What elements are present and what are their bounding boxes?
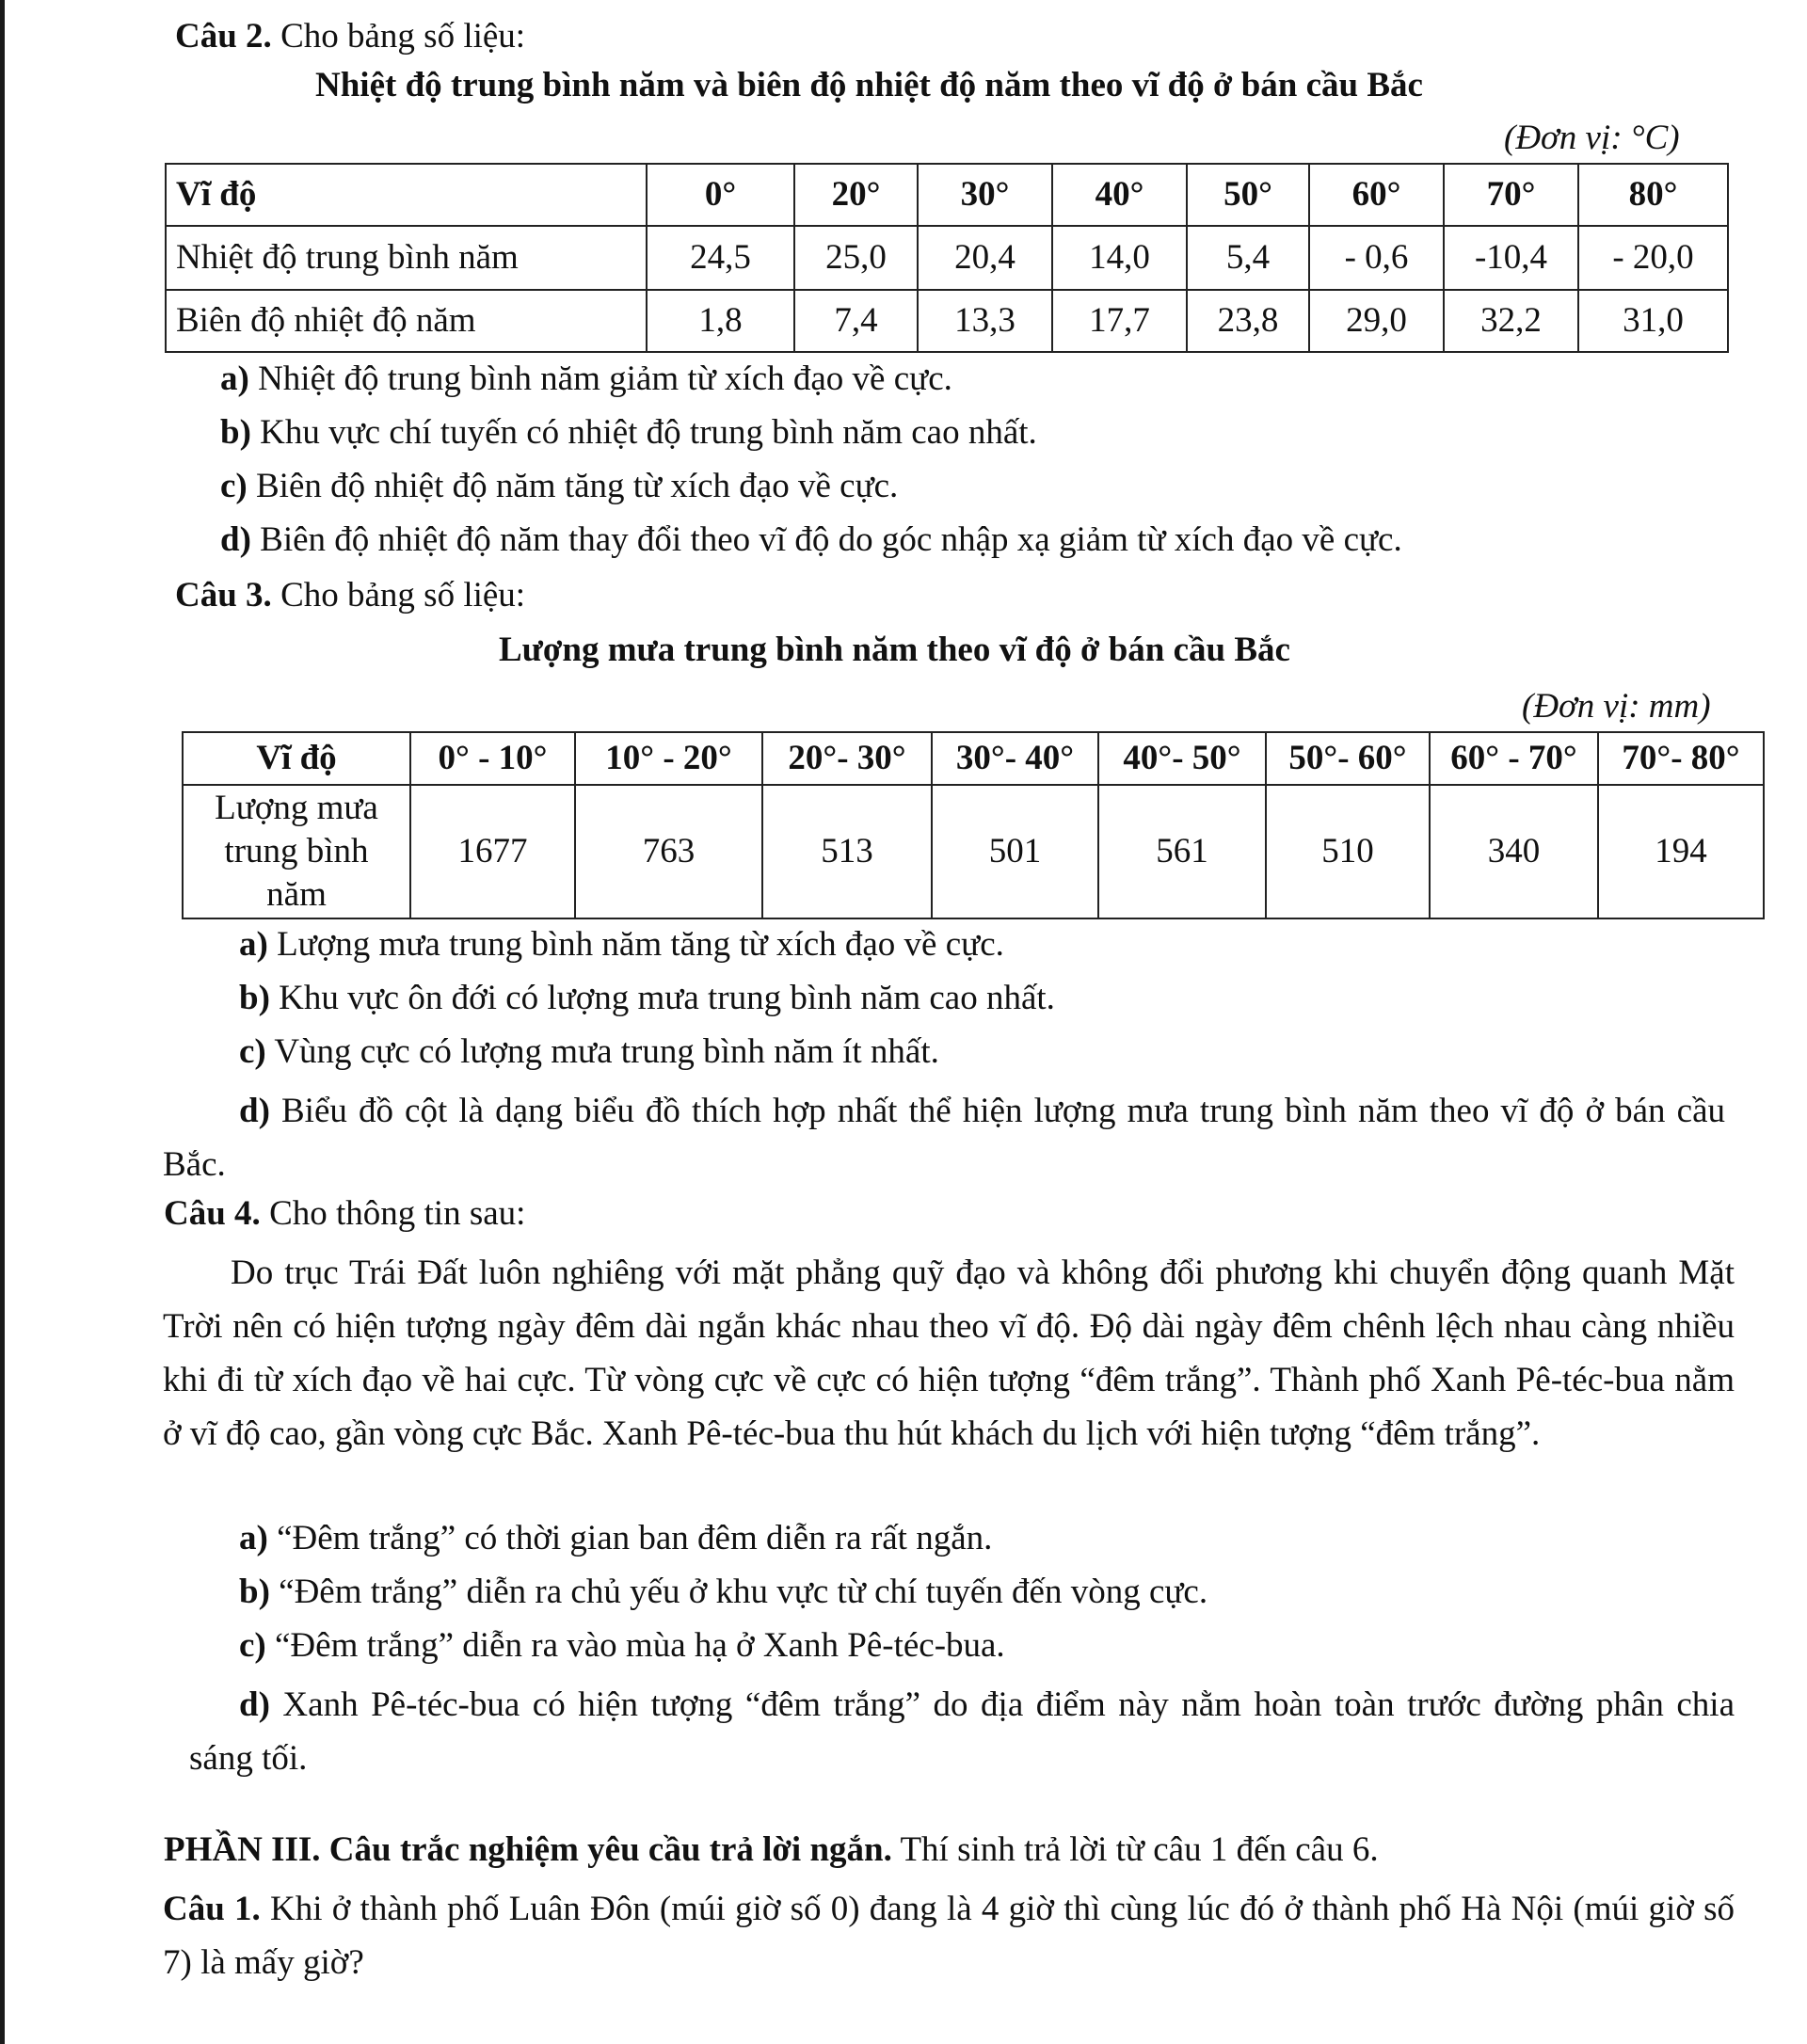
option-text: Vùng cực có lượng mưa trung bình năm ít nhất. bbox=[265, 1032, 939, 1071]
q4-option-d bbox=[189, 1678, 1735, 1785]
q3-cell: 510 bbox=[1266, 785, 1430, 918]
q2-cell: 23,8 bbox=[1187, 290, 1309, 352]
q4-number: Câu 4. bbox=[164, 1194, 261, 1233]
q1-number: Câu 1. bbox=[163, 1890, 261, 1928]
q2-table-caption: Nhiệt độ trung bình năm và biên độ nhiệt độ năm theo vĩ độ ở bán cầu Bắc bbox=[315, 66, 1423, 104]
q3-cell: 561 bbox=[1098, 785, 1266, 918]
q2-row-temperature bbox=[166, 226, 1728, 290]
option-text: Nhiệt độ trung bình năm giảm từ xích đạo về cực. bbox=[248, 359, 952, 398]
q2-header-cell: 30° bbox=[918, 164, 1052, 226]
q4-passage: Do trục Trái Đất luôn nghiêng với mặt phẳng quỹ đạo và không đổi phương khi chuyển động quanh Mặt Trời nên có hiện tượng ngày đêm dài ngắn khác nhau theo vĩ độ. Độ dài ngày đêm chênh lệch nhau càng nhiều khi đi từ xích đạo về hai cực. Từ vòng cực về cực có hiện tượng “đêm trắng”. Thành phố Xanh Pê-téc-bua nằm ở vĩ độ cao, gần vòng cực Bắc. Xanh Pê-téc-bua thu hút khách du lịch với hiện tượng “đêm trắng”. bbox=[163, 1254, 1735, 1453]
option-letter: a) bbox=[220, 359, 249, 398]
q3-cell: 501 bbox=[932, 785, 1098, 918]
q3-header-cell: 10° - 20° bbox=[575, 732, 762, 785]
option-letter: d) bbox=[239, 1092, 270, 1130]
q3-row-label: Lượng mưa trung bình năm bbox=[183, 785, 410, 918]
option-text: Khu vực chí tuyến có nhiệt độ trung bình năm cao nhất. bbox=[250, 413, 1037, 452]
option-letter: c) bbox=[239, 1032, 266, 1071]
q3-option-a bbox=[239, 923, 1004, 966]
option-letter: b) bbox=[239, 1573, 270, 1611]
q2-prompt: Cho bảng số liệu: bbox=[271, 17, 526, 56]
q3-cell: 763 bbox=[575, 785, 762, 918]
q4-prompt: Cho thông tin sau: bbox=[260, 1194, 526, 1233]
q2-row-amplitude bbox=[166, 290, 1728, 352]
q2-header-cell: 80° bbox=[1578, 164, 1728, 226]
q2-table bbox=[165, 163, 1729, 353]
option-text: “Đêm trắng” diễn ra chủ yếu ở khu vực từ chí tuyến đến vòng cực. bbox=[269, 1573, 1208, 1611]
q2-row-label: Biên độ nhiệt độ năm bbox=[166, 290, 647, 352]
q3-header-cell: 70°- 80° bbox=[1598, 732, 1764, 785]
q2-cell: 14,0 bbox=[1052, 226, 1187, 290]
q3-header-row bbox=[183, 732, 1764, 785]
q1-question bbox=[163, 1882, 1735, 1989]
scan-edge-bar bbox=[0, 0, 5, 2044]
option-text: “Đêm trắng” diễn ra vào mùa hạ ở Xanh Pê-téc-bua. bbox=[265, 1626, 1005, 1665]
q2-cell: 20,4 bbox=[918, 226, 1052, 290]
q3-number: Câu 3. bbox=[175, 576, 272, 615]
q3-table bbox=[182, 731, 1765, 919]
q3-option-b bbox=[239, 977, 1055, 1020]
q3-header-cell: 60° - 70° bbox=[1430, 732, 1598, 785]
q2-cell: 17,7 bbox=[1052, 290, 1187, 352]
q2-cell: 5,4 bbox=[1187, 226, 1309, 290]
q2-cell: 25,0 bbox=[794, 226, 918, 290]
q2-number: Câu 2. bbox=[175, 17, 272, 56]
q2-cell: 13,3 bbox=[918, 290, 1052, 352]
q2-header-cell: 50° bbox=[1187, 164, 1309, 226]
q2-option-d bbox=[220, 519, 1402, 562]
q4-option-a bbox=[239, 1517, 992, 1560]
q2-cell: 32,2 bbox=[1444, 290, 1578, 352]
q3-cell: 513 bbox=[762, 785, 932, 918]
q4-title bbox=[164, 1192, 525, 1236]
q1-text: Khi ở thành phố Luân Đôn (múi giờ số 0) đang là 4 giờ thì cùng lúc đó ở thành phố Hà Nội (múi giờ số 7) là mấy giờ? bbox=[163, 1890, 1735, 1982]
option-letter: b) bbox=[220, 413, 251, 452]
q2-header-label: Vĩ độ bbox=[166, 164, 647, 226]
part3-heading-text: Thí sinh trả lời từ câu 1 đến câu 6. bbox=[891, 1830, 1379, 1869]
option-letter: a) bbox=[239, 925, 268, 964]
q2-header-cell: 70° bbox=[1444, 164, 1578, 226]
q2-option-c bbox=[220, 465, 898, 508]
q2-cell: 29,0 bbox=[1309, 290, 1444, 352]
q2-option-a bbox=[220, 358, 952, 401]
q3-row-rainfall bbox=[183, 785, 1764, 918]
option-text: Biên độ nhiệt độ năm tăng từ xích đạo về cực. bbox=[247, 467, 899, 505]
q4-option-c bbox=[239, 1624, 1005, 1668]
option-text: Biên độ nhiệt độ năm thay đổi theo vĩ độ do góc nhập xạ giảm từ xích đạo về cực. bbox=[250, 520, 1402, 559]
q3-table-caption: Lượng mưa trung bình năm theo vĩ độ ở bán cầu Bắc bbox=[499, 631, 1290, 669]
option-letter: c) bbox=[220, 467, 248, 505]
q2-cell: - 0,6 bbox=[1309, 226, 1444, 290]
q2-header-row bbox=[166, 164, 1728, 226]
q2-cell: 1,8 bbox=[647, 290, 794, 352]
q3-prompt: Cho bảng số liệu: bbox=[271, 576, 526, 615]
option-letter: c) bbox=[239, 1626, 266, 1665]
option-letter: a) bbox=[239, 1519, 268, 1557]
q3-unit: (Đơn vị: mm) bbox=[1522, 687, 1711, 726]
q3-header-cell: 0° - 10° bbox=[410, 732, 575, 785]
q4-option-b bbox=[239, 1571, 1207, 1614]
q2-cell: 31,0 bbox=[1578, 290, 1728, 352]
option-text: Biểu đồ cột là dạng biểu đồ thích hợp nhất thể hiện lượng mưa trung bình năm theo vĩ độ ở bán cầu Bắc. bbox=[163, 1092, 1725, 1184]
option-text: Khu vực ôn đới có lượng mưa trung bình năm cao nhất. bbox=[269, 979, 1055, 1017]
option-text: Lượng mưa trung bình năm tăng từ xích đạo về cực. bbox=[267, 925, 1004, 964]
q3-header-label: Vĩ độ bbox=[183, 732, 410, 785]
option-letter: d) bbox=[220, 520, 251, 559]
q2-header-cell: 60° bbox=[1309, 164, 1444, 226]
q3-cell: 194 bbox=[1598, 785, 1764, 918]
q2-option-b bbox=[220, 411, 1037, 455]
q3-title bbox=[175, 574, 525, 617]
q3-header-cell: 20°- 30° bbox=[762, 732, 932, 785]
q2-cell: 7,4 bbox=[794, 290, 918, 352]
q2-cell: 24,5 bbox=[647, 226, 794, 290]
q3-cell: 1677 bbox=[410, 785, 575, 918]
q2-header-cell: 20° bbox=[794, 164, 918, 226]
q2-header-cell: 0° bbox=[647, 164, 794, 226]
part3-heading bbox=[164, 1828, 1379, 1872]
q3-header-cell: 30°- 40° bbox=[932, 732, 1098, 785]
q3-header-cell: 50°- 60° bbox=[1266, 732, 1430, 785]
q3-header-cell: 40°- 50° bbox=[1098, 732, 1266, 785]
q3-option-c bbox=[239, 1030, 939, 1074]
q3-option-d bbox=[163, 1084, 1725, 1191]
option-text: “Đêm trắng” có thời gian ban đêm diễn ra rất ngắn. bbox=[267, 1519, 993, 1557]
q2-cell: -10,4 bbox=[1444, 226, 1578, 290]
option-letter: b) bbox=[239, 979, 270, 1017]
q2-row-label: Nhiệt độ trung bình năm bbox=[166, 226, 647, 290]
q3-cell: 340 bbox=[1430, 785, 1598, 918]
part3-heading-bold: PHẦN III. Câu trắc nghiệm yêu cầu trả lời ngắn. bbox=[164, 1830, 892, 1869]
option-letter: d) bbox=[239, 1685, 270, 1724]
option-text: Xanh Pê-téc-bua có hiện tượng “đêm trắng” do địa điểm này nằm hoàn toàn trước đường phân chia sáng tối. bbox=[189, 1685, 1735, 1778]
q2-title bbox=[175, 15, 525, 58]
q2-unit: (Đơn vị: °C) bbox=[1504, 119, 1680, 157]
q2-cell: - 20,0 bbox=[1578, 226, 1728, 290]
q2-header-cell: 40° bbox=[1052, 164, 1187, 226]
